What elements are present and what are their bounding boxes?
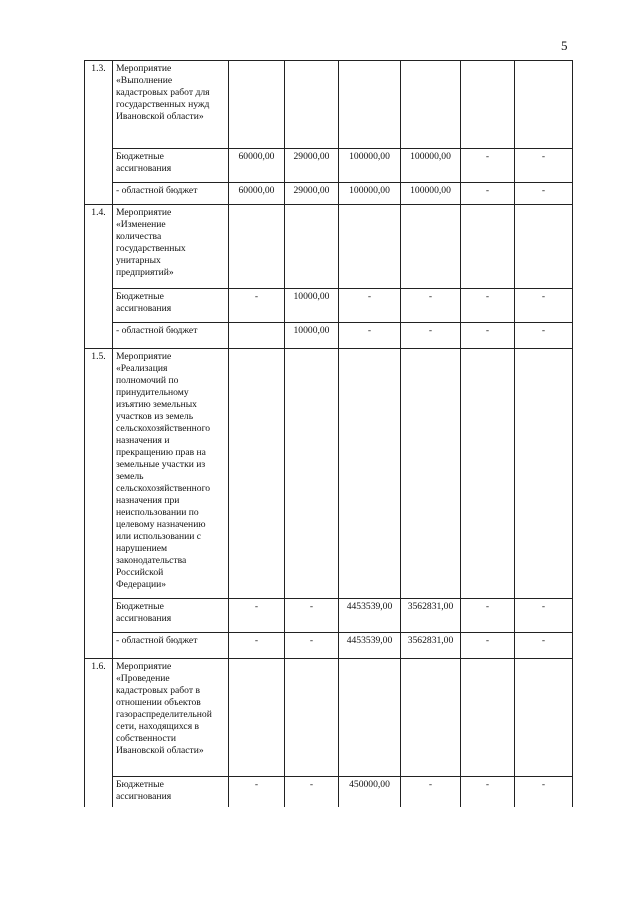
budget-row <box>85 183 573 205</box>
section-title: Мероприятие «Изменение количества государственных унитарных предприятий» <box>113 205 229 289</box>
row-label: - областной бюджет <box>113 183 229 205</box>
empty-cell <box>515 61 573 149</box>
budget-row <box>85 289 573 323</box>
empty-cell <box>285 349 339 599</box>
empty-cell <box>515 659 573 777</box>
empty-cell <box>461 659 515 777</box>
value-cell: - <box>515 149 573 183</box>
budget-row <box>85 599 573 633</box>
value-cell: - <box>401 777 461 807</box>
row-label: Бюджетные ассигнования <box>113 599 229 633</box>
empty-cell <box>339 61 401 149</box>
section-header-row <box>85 349 573 599</box>
section-number: 1.5. <box>85 349 113 659</box>
value-cell: 100000,00 <box>401 183 461 205</box>
section-number: 1.3. <box>85 61 113 205</box>
empty-cell <box>461 205 515 289</box>
budget-row <box>85 323 573 349</box>
value-cell: - <box>461 149 515 183</box>
value-cell: 100000,00 <box>339 149 401 183</box>
value-cell: 29000,00 <box>285 149 339 183</box>
value-cell: - <box>515 599 573 633</box>
value-cell <box>229 323 285 349</box>
value-cell: - <box>461 777 515 807</box>
empty-cell <box>229 349 285 599</box>
row-label: Бюджетные ассигнования <box>113 777 229 807</box>
section-header-row <box>85 205 573 289</box>
value-cell: - <box>461 183 515 205</box>
budget-row <box>85 777 573 807</box>
value-cell: - <box>515 183 573 205</box>
row-label: - областной бюджет <box>113 633 229 659</box>
section-header-row <box>85 659 573 777</box>
value-cell: - <box>461 599 515 633</box>
empty-cell <box>401 61 461 149</box>
empty-cell <box>285 205 339 289</box>
empty-cell <box>339 349 401 599</box>
section-number: 1.6. <box>85 659 113 807</box>
value-cell: - <box>515 289 573 323</box>
value-cell: - <box>229 599 285 633</box>
empty-cell <box>285 659 339 777</box>
value-cell: - <box>515 777 573 807</box>
value-cell: - <box>285 599 339 633</box>
value-cell: - <box>461 633 515 659</box>
value-cell: 100000,00 <box>339 183 401 205</box>
value-cell: - <box>461 289 515 323</box>
row-label: Бюджетные ассигнования <box>113 289 229 323</box>
empty-cell <box>461 61 515 149</box>
value-cell: - <box>229 777 285 807</box>
value-cell: 4453539,00 <box>339 633 401 659</box>
empty-cell <box>461 349 515 599</box>
empty-cell <box>401 205 461 289</box>
empty-cell <box>229 205 285 289</box>
value-cell: - <box>515 633 573 659</box>
value-cell: - <box>339 289 401 323</box>
value-cell: - <box>229 289 285 323</box>
value-cell: 450000,00 <box>339 777 401 807</box>
empty-cell <box>339 205 401 289</box>
value-cell: - <box>285 633 339 659</box>
value-cell: 4453539,00 <box>339 599 401 633</box>
value-cell: 3562831,00 <box>401 599 461 633</box>
budget-row <box>85 633 573 659</box>
value-cell: 29000,00 <box>285 183 339 205</box>
value-cell: - <box>461 323 515 349</box>
value-cell: - <box>285 777 339 807</box>
value-cell: - <box>339 323 401 349</box>
value-cell: - <box>515 323 573 349</box>
row-label: - областной бюджет <box>113 323 229 349</box>
empty-cell <box>515 349 573 599</box>
value-cell: 60000,00 <box>229 149 285 183</box>
value-cell: 10000,00 <box>285 289 339 323</box>
value-cell: 3562831,00 <box>401 633 461 659</box>
value-cell: - <box>401 323 461 349</box>
page-number: 5 <box>561 38 568 53</box>
empty-cell <box>229 61 285 149</box>
table-body <box>85 61 573 807</box>
empty-cell <box>401 349 461 599</box>
value-cell: - <box>229 633 285 659</box>
budget-row <box>85 149 573 183</box>
section-title: Мероприятие «Выполнение кадастровых работ для государственных нужд Ивановской области» <box>113 61 229 149</box>
empty-cell <box>515 205 573 289</box>
value-cell: 60000,00 <box>229 183 285 205</box>
value-cell: 10000,00 <box>285 323 339 349</box>
row-label: Бюджетные ассигнования <box>113 149 229 183</box>
empty-cell <box>339 659 401 777</box>
empty-cell <box>229 659 285 777</box>
section-number: 1.4. <box>85 205 113 349</box>
empty-cell <box>401 659 461 777</box>
section-title: Мероприятие «Проведение кадастровых работ в отношении объектов газораспределительной сети, находящихся в собственности Ивановской области» <box>113 659 229 777</box>
value-cell: 100000,00 <box>401 149 461 183</box>
section-title: Мероприятие «Реализация полномочий по принудительному изъятию земельных участков из земель сельскохозяйственного назначения и прекращению прав на земельные участки из земель сельскохозяйственного назначения при неиспользовании по целевому назначению или использовании с нарушением законодательства Российской Федерации» <box>113 349 229 599</box>
empty-cell <box>285 61 339 149</box>
value-cell: - <box>401 289 461 323</box>
section-header-row <box>85 61 573 149</box>
budget-table <box>84 60 573 807</box>
